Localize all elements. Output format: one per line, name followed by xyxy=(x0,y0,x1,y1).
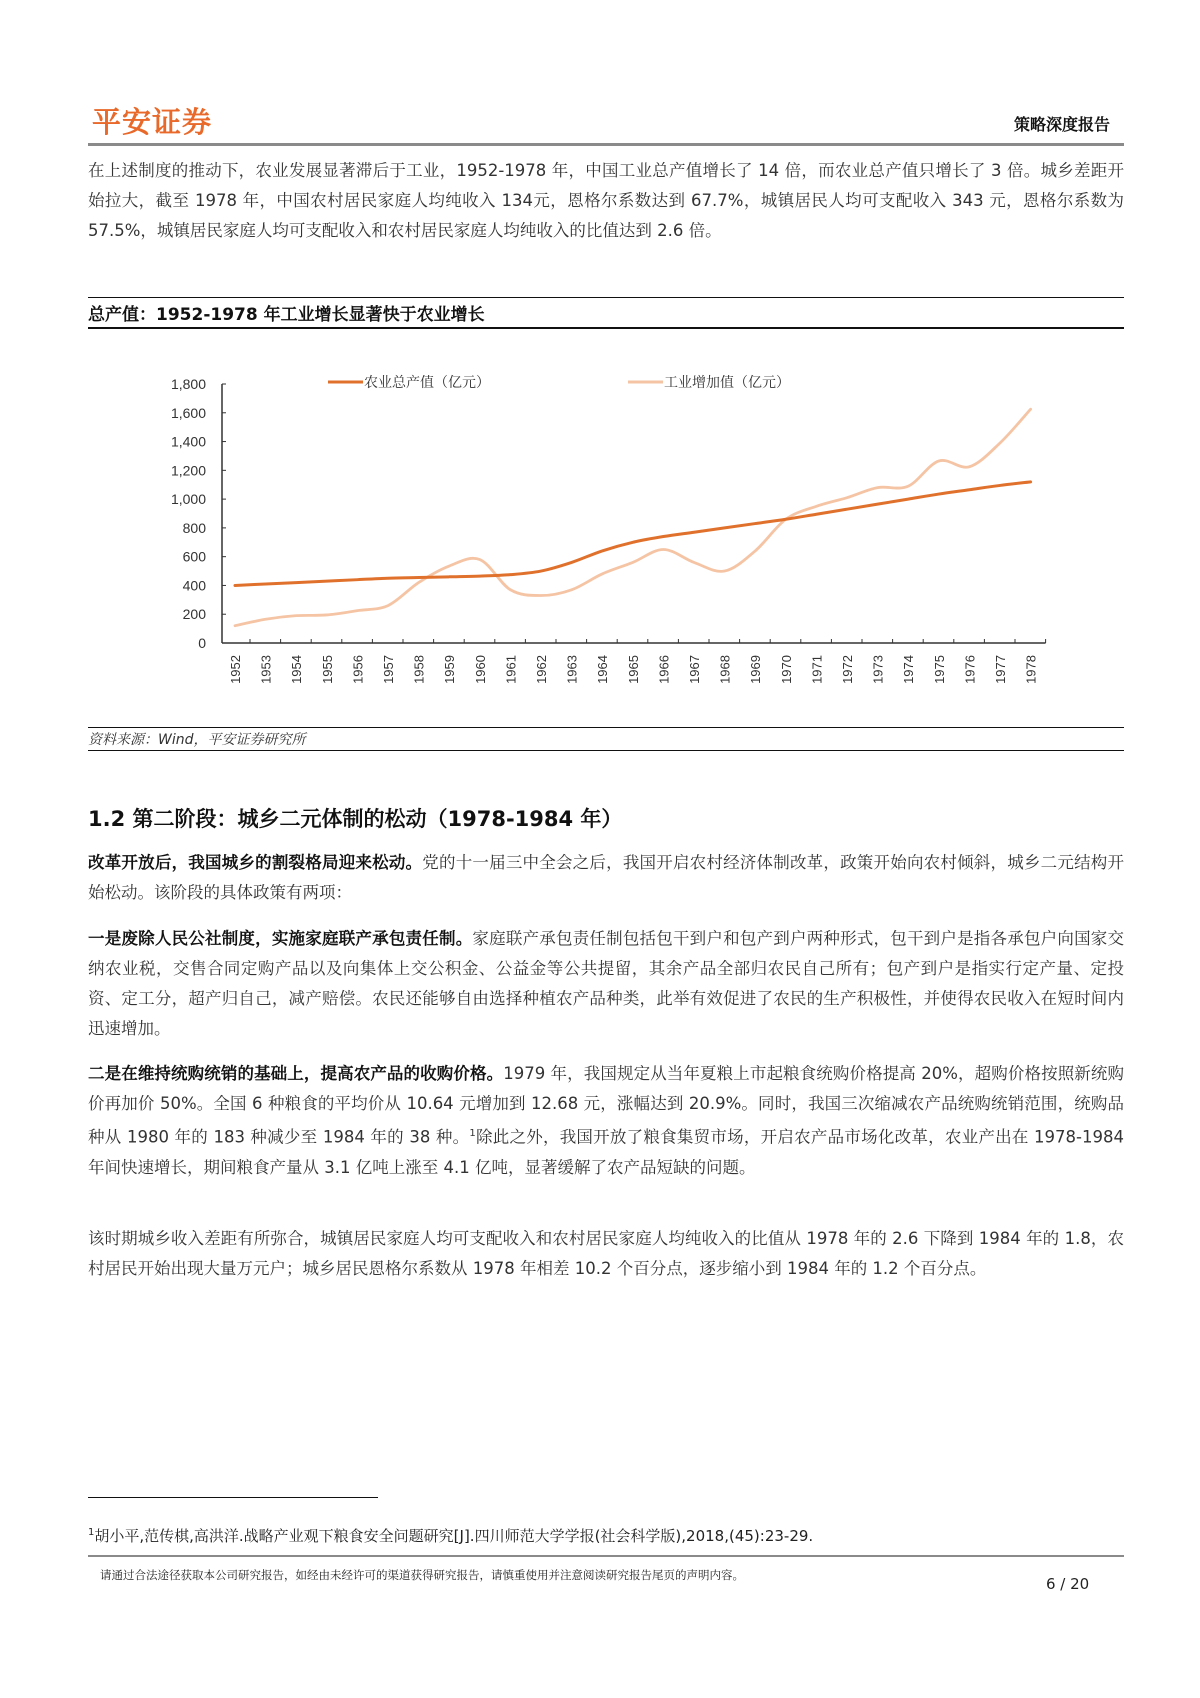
paragraph-4 xyxy=(88,1224,1124,1284)
y-tick-label: 600 xyxy=(182,548,206,565)
y-tick-label: 1,600 xyxy=(170,404,206,421)
paragraph-3 xyxy=(88,1059,1124,1183)
x-tick-label: 1963 xyxy=(564,655,580,684)
x-tick-label: 1965 xyxy=(625,655,641,684)
legend-label: 农业总产值（亿元） xyxy=(364,374,490,390)
x-tick-label: 1972 xyxy=(840,655,855,684)
paragraph-3-body-continued: 除此之外，我国开放了粮食集贸市场，开启农产品市场化改革，农业产出在 1978-1984 年间快速增长，期间粮食产量从 3.1 亿吨上涨至 4.1 亿吨，显著缓解了农产品短缺的问题。 xyxy=(88,1127,1124,1177)
footnote-text: 胡小平,范传棋,高洪洋.战略产业观下粮食安全问题研究[J].四川师范大学学报(社会科学版),2018,(45):23-29. xyxy=(94,1527,814,1545)
paragraph-1-lead: 改革开放后，我国城乡的割裂格局迎来松动。 xyxy=(88,853,423,872)
footnote xyxy=(88,1525,813,1546)
x-tick-label: 1956 xyxy=(350,655,366,684)
x-tick-label: 1954 xyxy=(289,655,305,684)
y-tick-label: 200 xyxy=(182,606,206,623)
x-tick-label: 1961 xyxy=(503,655,519,684)
x-tick-label: 1977 xyxy=(993,655,1008,684)
paragraph-3-body: 1979 年，我国规定从当年夏粮上市起粮食统购价格提高 20%，超购价格按照新统购价再加价 50%。全国 6 种粮食的平均价从 10.64 元增加到 12.68 元，涨幅达到 20.9%。同时，我国三次缩减农产品统购统销范围，统购品种从 1980 年的 183 种减少至 1984 年的 38 种。 xyxy=(88,1064,1125,1147)
x-tick-label: 1953 xyxy=(258,655,274,684)
x-tick-label: 1958 xyxy=(411,655,427,684)
footnote-ref[interactable]: 1 xyxy=(469,1128,476,1139)
source-rule-top xyxy=(88,727,1124,728)
x-tick-label: 1971 xyxy=(809,655,825,684)
y-tick-label: 400 xyxy=(182,577,206,594)
x-tick-label: 1970 xyxy=(778,655,794,684)
x-tick-label: 1967 xyxy=(687,655,702,684)
x-tick-label: 1978 xyxy=(1023,655,1039,684)
page-number: 6 / 20 xyxy=(1046,1575,1090,1593)
x-tick-label: 1964 xyxy=(595,655,611,684)
x-tick-label: 1960 xyxy=(472,655,488,684)
paragraph-4-body: 该时期城乡收入差距有所弥合，城镇居民家庭人均可支配收入和农村居民家庭人均纯收入的比值从 1978 年的 2.6 下降到 1984 年的 1.8，农村居民开始出现大量万元户；城乡居民恩格尔系数从 1978 年相差 10.2 个百分点，逐步缩小到 1984 年的 1.2 个百分点。 xyxy=(88,1229,1124,1278)
footer-disclaimer: 请通过合法途径获取本公司研究报告，如经由未经许可的渠道获得研究报告，请慎重使用并注意阅读研究报告尾页的声明内容。 xyxy=(100,1568,744,1582)
series-industry-line xyxy=(235,409,1031,626)
x-tick-label: 1952 xyxy=(228,655,243,684)
y-tick-label: 1,800 xyxy=(170,376,206,392)
header-divider xyxy=(88,143,1124,146)
paragraph-3-lead: 二是在维持统购统销的基础上，提高农产品的收购价格。 xyxy=(88,1064,504,1083)
x-tick-label: 1955 xyxy=(319,655,335,684)
figure-title-rule-bottom xyxy=(88,327,1124,329)
company-logo: 平安证券 xyxy=(92,105,213,139)
series-agriculture-line xyxy=(235,482,1031,586)
intro-paragraph: 在上述制度的推动下，农业发展显著滞后于工业，1952-1978 年，中国工业总产值增长了 14 倍，而农业总产值只增长了 3 倍。城乡差距开始拉大，截至 1978 年，中国农村居民家庭人均纯收入 134元，恩格尔系数达到 67.7%，城镇居民人均可支配收入 343 元，恩格尔系数为 57.5%，城镇居民家庭人均可支配收入和农村居民家庭人均纯收入的比值达到 2.6 倍。 xyxy=(88,161,1124,240)
figure-source: 资料来源：Wind，平安证券研究所 xyxy=(88,732,306,748)
x-tick-label: 1957 xyxy=(381,655,396,684)
x-tick-label: 1974 xyxy=(901,655,917,684)
x-tick-label: 1966 xyxy=(656,655,672,684)
paragraph-2-body: 家庭联产承包责任制包括包干到户和包产到户两种形式，包干到户是指各承包户向国家交纳农业税，交售合同定购产品以及向集体上交公积金、公益金等公共提留，其余产品全部归农民自己所有；包产到户是指实行定产量、定投资、定工分，超产归自己，减产赔偿。农民还能够自由选择种植农产品种类，此举有效促进了农民的生产积极性，并使得农民收入在短时间内迅速增加。 xyxy=(88,929,1125,1038)
y-tick-label: 1,000 xyxy=(170,491,206,508)
x-tick-label: 1959 xyxy=(442,655,458,684)
x-tick-label: 1975 xyxy=(931,655,947,684)
paragraph-2 xyxy=(88,924,1124,1044)
y-tick-label: 1,400 xyxy=(170,433,206,450)
chart-canvas xyxy=(88,360,1124,730)
figure-title-rule-top xyxy=(88,297,1124,298)
paragraph-1 xyxy=(88,848,1124,908)
page-header xyxy=(88,96,1124,140)
footnote-divider xyxy=(88,1497,378,1498)
source-rule-bottom xyxy=(88,750,1124,751)
section-heading: 1.2 第二阶段：城乡二元体制的松动（1978-1984 年） xyxy=(88,807,623,831)
paragraph-2-lead: 一是废除人民公社制度，实施家庭联产承包责任制。 xyxy=(88,929,473,948)
x-tick-label: 1973 xyxy=(870,655,886,684)
footer-divider xyxy=(88,1555,1124,1557)
line-chart xyxy=(88,360,1124,730)
y-tick-label: 0 xyxy=(198,635,206,651)
footnote-marker: 1 xyxy=(88,1527,95,1538)
figure-title: 总产值：1952-1978 年工业增长显著快于农业增长 xyxy=(88,305,485,325)
x-tick-label: 1969 xyxy=(748,655,764,684)
x-tick-label: 1968 xyxy=(717,655,733,684)
x-tick-label: 1962 xyxy=(534,655,549,684)
legend-label: 工业增加值（亿元） xyxy=(664,374,790,390)
y-tick-label: 800 xyxy=(182,519,206,536)
paragraph-1-body: 党的十一届三中全会之后，我国开启农村经济体制改革，政策开始向农村倾斜，城乡二元结构开始松动。该阶段的具体政策有两项： xyxy=(88,853,1125,902)
y-tick-label: 1,200 xyxy=(170,462,206,479)
report-type-label: 策略深度报告 xyxy=(1013,115,1110,134)
x-tick-label: 1976 xyxy=(962,655,978,684)
